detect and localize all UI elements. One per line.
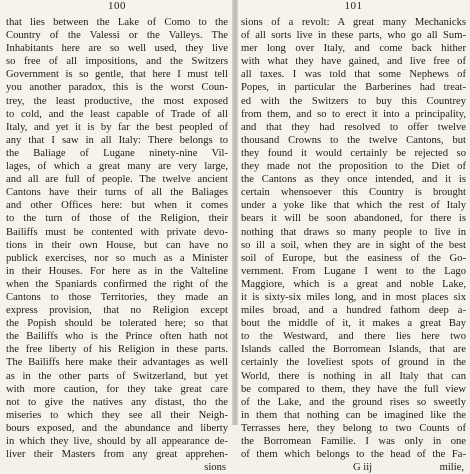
text-line: be compared to them, they have the full view xyxy=(241,383,466,395)
right-page xyxy=(241,0,466,474)
right-catchword: milie, xyxy=(439,462,464,474)
left-page-number: 100 xyxy=(108,0,126,12)
text-line: liver their Masters from any great apprehen- xyxy=(6,449,228,461)
text-line: so ill a soil, when they are in sight of the best xyxy=(241,239,466,251)
text-line: Bailiffs must be contented with private devo- xyxy=(6,226,228,238)
text-line: with more caution, for they take great care xyxy=(6,383,228,395)
text-line: Italy, and yet it is by far the best peopled of xyxy=(6,121,228,133)
text-line: Cantons to those Territories, they made an xyxy=(6,291,228,303)
text-line: it is sixty-six miles long, and in most places six xyxy=(241,291,466,303)
text-line: express provision, that no Religion except xyxy=(6,305,228,317)
text-line: soil of Europe, but the easiness of the Go- xyxy=(241,252,466,264)
text-line: in which they live, should by all appearance de- xyxy=(6,436,228,447)
text-line: The Bailiffs here make their advantages as well xyxy=(6,357,228,369)
text-line: thousand Crowns to the twelve Cantons, but xyxy=(241,134,466,146)
text-line: they found it would certainly be rejected so xyxy=(241,147,466,159)
right-signature-mark: G iij xyxy=(353,462,373,474)
text-line: and other Offices here: but when it comes xyxy=(6,200,228,212)
right-page-number: 101 xyxy=(344,0,363,12)
text-line: not to give the natives any distast, tho the xyxy=(6,396,228,408)
text-line: Maggiore, which is a great and noble Lake, xyxy=(241,278,466,290)
text-line: vernment. From Lugane I went to the Lago xyxy=(241,265,466,277)
text-line: in them that nothing can be imagined like the xyxy=(241,409,466,421)
text-line: publick exercises, nor so much as a Minister xyxy=(6,252,228,264)
text-line: and all are full of people. The twelve ancient xyxy=(6,174,228,186)
text-line: mer long over Italy, and come back hither xyxy=(241,43,466,55)
text-line: to the Westward, and there lies here two xyxy=(241,331,466,343)
text-line: that lies between the Lake of Como to the xyxy=(6,17,228,28)
text-line: as in the other parts of Switzerland, but yet xyxy=(6,370,228,382)
text-line: miseries to which they see all their Neigh- xyxy=(6,409,228,421)
text-line: any that I saw in all Italy: There belongs to xyxy=(6,134,228,146)
text-line: trey, the least productive, the most exposed xyxy=(6,95,228,107)
text-line: they made not the proposition to the Diet of xyxy=(241,161,466,173)
text-line: lages, of which a great many are very large, xyxy=(6,161,228,173)
text-line: under a yoke like that which the rest of Italy xyxy=(241,200,466,212)
text-line: sions of a revolt: A great many Mechanicks xyxy=(241,17,466,28)
text-line: World, there is nothing in all Italy that can xyxy=(241,370,466,382)
text-line: ed with the Switzers to buy this Countrey xyxy=(241,95,466,107)
text-line: and that they had resolved to offer twelve xyxy=(241,121,466,133)
text-line: the Popish should be tolerated here; so that xyxy=(6,318,228,330)
text-line: of them which belongs to the head of the Fa- xyxy=(241,449,466,461)
text-line: tions in their own House, but can have no xyxy=(6,239,228,251)
text-line: you another paradox, this is the worst Coun- xyxy=(6,82,228,94)
text-line: certain whensoever this Country is brought xyxy=(241,187,466,199)
text-line: Islands called the Borromean Islands, that are xyxy=(241,344,466,356)
text-line: bears it will be soon abandoned, for there is xyxy=(241,213,466,225)
text-line: from them, and so to erect it into a principality, xyxy=(241,108,466,120)
text-line: with what they have gained, and live free of xyxy=(241,56,466,68)
text-line: bout the middle of it, it makes a great Bay xyxy=(241,318,466,330)
text-line: Popes, in particular the Barberines had treat- xyxy=(241,82,466,94)
text-line: Inhabitants here are so well used, they live xyxy=(6,43,228,55)
book-gutter xyxy=(232,0,238,425)
text-line: the Cantons as they once intended, and it is xyxy=(241,174,466,186)
text-line: when the Spaniards confirmed the right of the xyxy=(6,278,228,290)
text-line: the Borromean Familie. I was only in one xyxy=(241,436,466,447)
text-line: of all sorts live in these parts, who go all Sum- xyxy=(241,30,466,42)
left-page-footer xyxy=(6,461,228,474)
left-page-text xyxy=(6,16,228,461)
right-page-text xyxy=(241,16,466,461)
text-line: nothing that draws so many people to live in xyxy=(241,226,466,238)
text-line: Cantons have their turns of all the Baliages xyxy=(6,187,228,199)
left-page xyxy=(6,0,228,474)
text-line: to the turn of those of the Religion, their xyxy=(6,213,228,225)
text-line: miles broad, and a hundred fathom deep a- xyxy=(241,305,466,317)
text-line: of the Lake, and the ground rises so sweetly xyxy=(241,396,466,408)
text-line: certainly the loveliest spots of ground in the xyxy=(241,357,466,369)
text-line: bours exposed, and the abundance and liberty xyxy=(6,422,228,434)
text-line: to cold, and the least capable of Trade of all xyxy=(6,108,228,120)
text-line: Government is so gentle, that here I must tell xyxy=(6,69,228,81)
right-page-footer xyxy=(241,461,466,474)
text-line: the Baliage of Lugane ninety-nine Vil- xyxy=(6,147,228,159)
text-line: in their Houses. For here as in the Valteline xyxy=(6,265,228,277)
text-line: all taxes. I was told that some Nephews of xyxy=(241,69,466,81)
text-line: Terrasses here, they belong to two Counts of xyxy=(241,422,466,434)
text-line: so free of all impositions, and the Switzers xyxy=(6,56,228,68)
text-line: the Bailiffs who is the Prince often hath not xyxy=(6,331,228,343)
left-catchword: sions xyxy=(204,462,226,474)
text-line: Country of the Valessi or the Valleys. The xyxy=(6,30,228,42)
text-line: the free liberty of his Religion in these parts. xyxy=(6,344,228,356)
